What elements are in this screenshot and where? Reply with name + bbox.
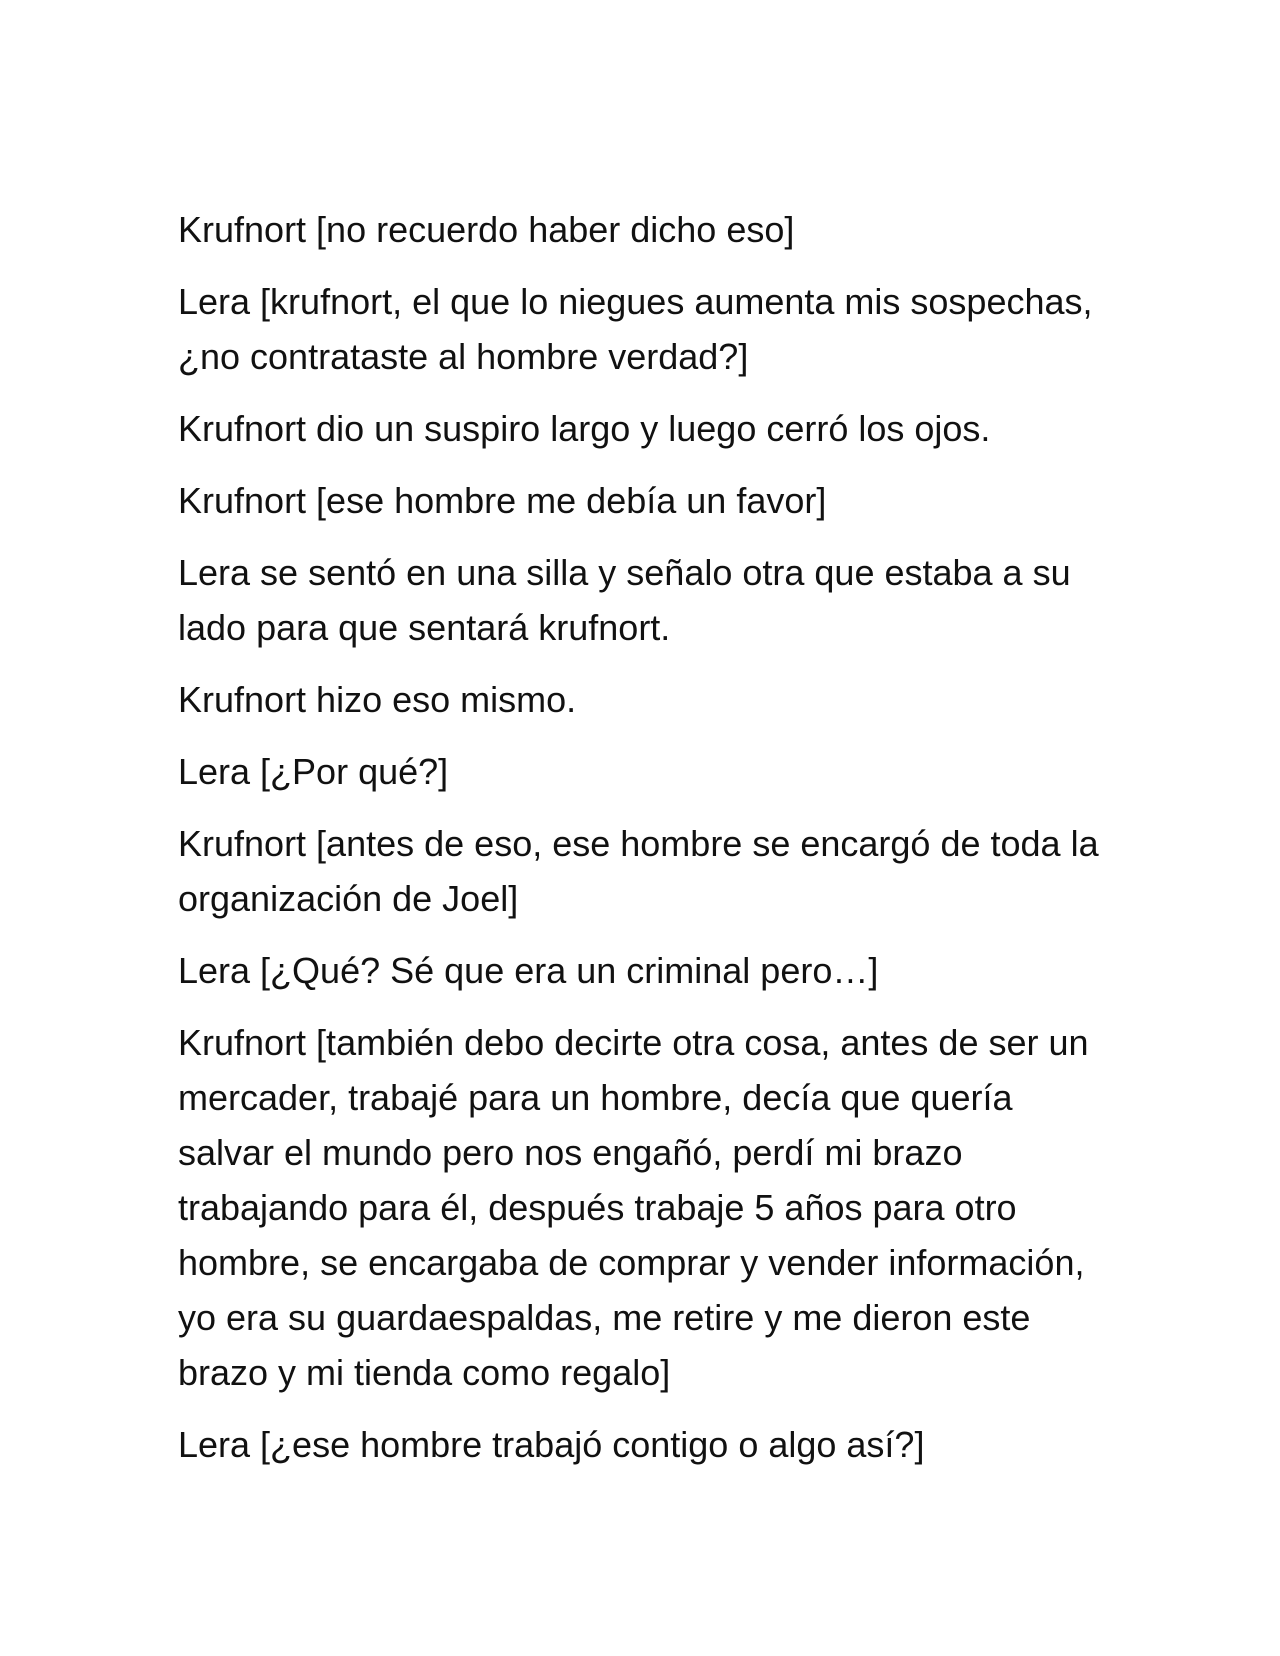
paragraph-5: Lera se sentó en una silla y señalo otra que estaba a su lado para que sentará krufnort. (178, 552, 1071, 648)
paragraph-3: Krufnort dio un suspiro largo y luego cerró los ojos. (178, 408, 991, 449)
paragraph-8: Krufnort [antes de eso, ese hombre se encargó de toda la organización de Joel] (178, 823, 1099, 919)
paragraph-6: Krufnort hizo eso mismo. (178, 679, 577, 720)
paragraph-1: Krufnort [no recuerdo haber dicho eso] (178, 209, 795, 250)
paragraph-4: Krufnort [ese hombre me debía un favor] (178, 480, 827, 521)
paragraph-9: Lera [¿Qué? Sé que era un criminal pero…] (178, 950, 879, 991)
paragraph-2: Lera [krufnort, el que lo niegues aumenta mis sospechas, ¿no contrataste al hombre verdad?] (178, 281, 1093, 377)
paragraph-11: Lera [¿ese hombre trabajó contigo o algo así?] (178, 1424, 925, 1465)
paragraph-7: Lera [¿Por qué?] (178, 751, 449, 792)
document-body (178, 202, 1118, 1489)
paragraph-10: Krufnort [también debo decirte otra cosa, antes de ser un mercader, trabajé para un hombre, decía que quería salvar el mundo pero nos engañó, perdí mi brazo trabajando para él, después trabaje 5 años para otro hombre, se encargaba de comprar y vender información, yo era su guardaespaldas, me retire y me dieron este brazo y mi tienda como regalo] (178, 1022, 1089, 1393)
